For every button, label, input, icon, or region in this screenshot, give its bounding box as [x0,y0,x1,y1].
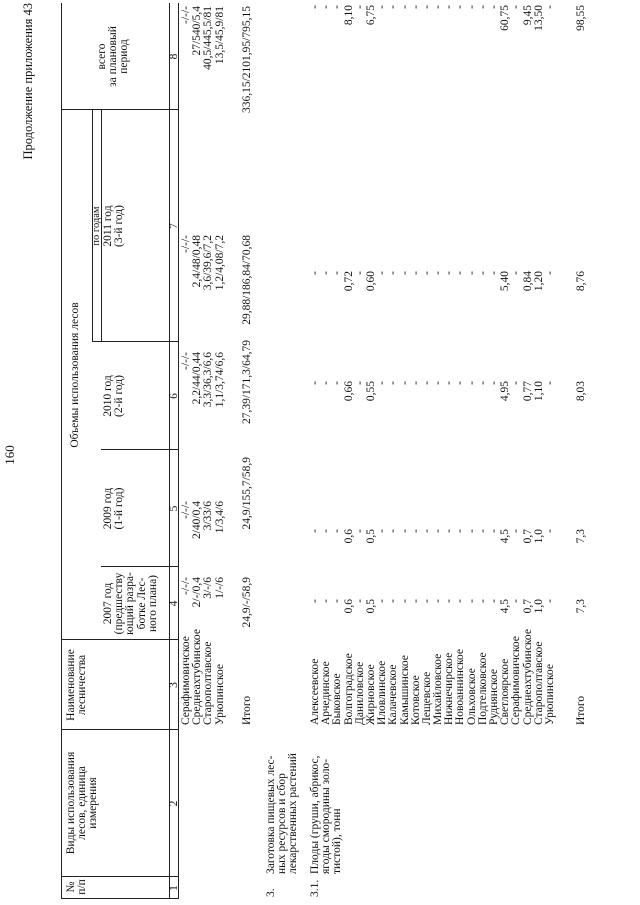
block-b-2009-cell: - [353,529,366,533]
header-total: всего за плановый период [96,26,131,87]
section-31-title: Плоды (груши, абрикос, ягоды смородины золо- тистой), тонн [309,755,344,874]
block-b-2011-cell: - [432,271,445,275]
block-b-forestries-cell: Иловлинское [376,660,389,725]
block-b-forestries-cell: Даниловское [353,661,366,725]
block-b-total-cell: - [543,5,556,9]
block-b-2007-cell: - [376,599,389,603]
col-num-2: 2 [168,800,180,807]
grid-top [61,3,62,899]
block-b-2009-cell: - [543,529,556,533]
block-b-2011-cell: - [409,271,422,275]
block-b-2009-cell: - [376,529,389,533]
block-b-2011-cell: - [465,271,478,275]
block-b-forestries-cell: Волгоградское [342,653,355,725]
block-b-2009-cell: 0,5 [364,529,377,544]
block-b-2010-cell: - [443,381,456,385]
block-a-2007 [181,577,226,639]
header-2010: 2010 год (2-й год) [102,375,126,417]
block-b-itogo-2011: 8,76 [575,271,587,292]
block-b-2009-cell: - [331,529,344,533]
block-b-itogo-2010: 8,03 [575,381,587,402]
block-b-total-cell: - [432,5,445,9]
block-b-2011-cell: 1,20 [532,271,545,292]
block-b-forestries-cell: Жирновское [364,664,377,725]
block-a-2011-cell: 2,4/48/0,48 [191,235,204,288]
block-b-2009-cell: 0,6 [342,529,355,544]
block-b-2011-cell: - [320,271,333,275]
block-a-itogo-2011: 29,88/186,84/70,68 [241,235,253,325]
block-b-total-cell: - [465,5,478,9]
block-b-2010-cell: - [454,381,467,385]
block-b-2009-cell: - [465,529,478,533]
block-b-2007-cell: 0,5 [364,599,377,614]
section-3-number: 3. [265,888,277,897]
block-b-2010-cell: - [376,381,389,385]
block-b-2011-cell: - [443,271,456,275]
block-b-total-cell: - [387,5,400,9]
block-a-forestries-cell: Серафимовичское [180,636,192,725]
block-a-2009-cell: 2/40/0,4 [191,501,204,540]
block-b-2011 [310,271,556,341]
block-a-forestries-cell: Среднеахтубинское [191,629,204,725]
block-b-2011-cell: - [420,271,433,275]
header-col1: № п/п [65,879,89,895]
continuation-note: Продолжение приложения 43 [21,3,35,160]
block-b-forestries-cell: Михайловское [432,653,445,725]
block-b-2007-cell: 1,0 [532,599,545,614]
block-b-2009-cell: - [488,529,500,533]
block-b-2010-cell: 0,77 [521,381,534,402]
grid-left [61,898,178,899]
block-a-2009 [181,501,226,565]
block-a-total-cell: 13,5/45,9/81 [213,6,226,65]
block-b-2007-cell: 0,7 [521,599,534,614]
block-b-2010-cell: - [320,381,333,385]
block-b-2007-cell: - [476,599,489,603]
block-a-2010-cell: 2,2/44/0,44 [191,352,204,405]
block-b-2007 [310,599,556,639]
block-a-2011-cell: 3,6/39,6/7,2 [202,235,215,291]
block-b-2007-cell: - [420,599,433,603]
block-b-2010-cell: - [543,381,556,385]
block-b-itogo-2009: 7,3 [575,529,587,544]
block-a-2010 [181,352,226,449]
header-2009: 2009 год (1-й год) [102,487,126,530]
block-b-total-cell: - [454,5,467,9]
block-b-total-cell: - [476,5,489,9]
block-b-2009-cell: - [320,529,333,533]
block-b-2009-cell: - [387,529,400,533]
block-a-total-cell: 27/540/5,4 [191,6,204,56]
block-b-itogo-total: 98,55 [575,5,587,31]
header-2007: 2007 год (предшеству ющий разра- ботке Лес- ного плана) [102,572,159,635]
block-b-2010-cell: - [353,381,366,385]
block-b-2011-cell: - [331,271,344,275]
block-a-2007-cell: -/-/- [180,577,192,595]
block-b-2009-cell: 1,0 [532,529,545,544]
block-b-2011-cell: - [476,271,489,275]
block-b-forestries-cell: Ольховское [465,668,478,725]
block-b-2007-cell: - [432,599,445,603]
block-b-2011-cell: - [353,271,366,275]
block-a-2010-cell: -/-/- [180,352,192,370]
block-b-2010-cell: - [331,381,344,385]
col-num-3: 3 [168,682,180,688]
block-b-total-cell: - [376,5,389,9]
block-b-total-cell: - [409,5,422,9]
block-b-2007-cell: - [465,599,478,603]
block-a-2011-cell: -/-/- [180,235,192,253]
block-a-2009-cell: 1/3,4/6 [213,501,226,534]
block-b-2011-cell: 5,40 [499,271,512,292]
block-b-total-cell: - [353,5,366,9]
block-a-itogo-2009: 24,9/155,7/58,9 [241,457,253,530]
block-b-2009-cell: - [476,529,489,533]
col-num-7: 7 [168,223,180,229]
col-num-6: 6 [168,393,180,399]
block-b-2010-cell: - [398,381,411,385]
block-b-total-cell: - [420,5,433,9]
block-b-2009-cell: 0,7 [521,529,534,544]
section-31-number: 3.1. [309,879,321,897]
block-b-2011-cell: 0,60 [364,271,377,292]
block-b-2010-cell: 0,55 [364,381,377,402]
block-b-total-cell: - [510,5,523,9]
block-a-forestries-cell: Урюпинское [213,663,226,725]
col-num-4: 4 [168,600,180,607]
block-a-total [181,6,226,109]
block-b-2007-cell: - [353,599,366,603]
block-b-itogo-label: Итого [575,695,587,725]
block-b-2010-cell: - [488,381,500,385]
block-b-2007-cell: - [398,599,411,603]
block-a-2007-cell: 1/-/6 [213,577,226,599]
col-num-1: 1 [168,885,180,891]
block-b-total-cell: 8,10 [342,5,355,26]
block-b-2009-cell: - [454,529,467,533]
block-b-2011-cell: - [309,271,321,275]
block-a-2007-cell: 3/-/6 [202,577,215,599]
block-b-2007-cell: 4,5 [499,599,512,614]
block-b-forestries-cell: Старополтавское [532,641,545,725]
block-b-2010-cell: - [420,381,433,385]
col-num-8: 8 [168,53,180,60]
block-b-forestries-cell: Среднеахтубинское [521,629,534,725]
block-b-2010-cell: 4,95 [499,381,512,402]
block-b-2009-cell: - [420,529,433,533]
block-b-forestries-cell: Светлоярское [499,658,512,725]
block-a-2011-cell: 1,2/4,08/7,2 [213,235,226,291]
col-num-5: 5 [168,505,180,512]
block-b-2011-cell: - [376,271,389,275]
block-b-total-cell: - [443,5,456,9]
block-b-2011-cell: - [510,271,523,275]
block-b-total-cell: - [320,5,333,9]
header-col2: Виды использования лесов, единица измерения [65,751,100,855]
block-b-forestries-cell: Руднянское [488,669,500,725]
block-b-2007-cell: - [510,599,523,603]
block-b-forestries-cell: Лещевское [420,671,433,725]
block-b-2009-cell: - [309,529,321,533]
block-b-2007-cell: - [409,599,422,603]
block-a-2009-cell: -/-/- [180,501,192,519]
block-b-2009-cell: - [443,529,456,533]
block-b-2007-cell: - [543,599,556,603]
block-b-2011-cell: - [543,271,556,275]
block-b-forestries-cell: Алексеевское [309,658,321,725]
block-b-2010-cell: - [465,381,478,385]
block-b-2010-cell: - [309,381,321,385]
block-b-2010-cell: - [510,381,523,385]
header-2011: 2011 год (3-й год) [102,205,126,247]
block-b-2011-cell: 0,72 [342,271,355,292]
block-b-2010-cell: - [409,381,422,385]
block-b-total-cell: - [488,5,500,9]
header-by-years: по годам [91,206,102,246]
block-a-2010-cell: 1,1/3,74/6,6 [213,352,226,408]
header-volumes: Объемы использования лесов [69,302,81,448]
block-b-2009-cell: - [409,529,422,533]
block-a-2009-cell: 3/33/6 [202,501,215,531]
block-b-forestries-cell: Урюпинское [543,663,556,725]
block-b-2009 [310,529,556,565]
block-b-2009-cell: - [432,529,445,533]
block-b-total-cell: 9,45 [521,5,534,26]
block-b-total [310,5,556,109]
section-3-title: Заготовка пищевых лес- ных ресурсов и сбор лекарственных растений [265,753,300,874]
block-b-2007-cell: - [488,599,500,603]
block-b-forestries-cell: Подтелковское [476,652,489,725]
block-a-forestries-cell: Старополтавское [202,641,215,725]
block-b-2011-cell: - [488,271,500,275]
page-number: 160 [2,445,17,465]
block-b-total-cell: - [331,5,344,9]
block-b-2007-cell: - [331,599,344,603]
block-b-2007-cell: - [387,599,400,603]
block-b-forestries-cell: Арчединское [320,661,333,725]
block-b-2010-cell: - [387,381,400,385]
block-b-forestries [309,629,556,725]
block-a-2007-cell: 2/-/0,4 [191,577,204,608]
block-b-forestries-cell: Котовское [409,675,422,725]
block-b-2010 [310,381,556,449]
block-a-forestries [180,629,226,725]
block-b-2010-cell: 0,66 [342,381,355,402]
block-a-itogo-total: 336,15/2101,95/795,15 [241,6,253,114]
block-a-itogo-2007: 24,9/-/58,9 [241,577,253,628]
block-b-2007-cell: - [443,599,456,603]
block-b-forestries-cell: Новоаннинское [454,649,467,725]
block-a-itogo-label: Итого [241,695,253,725]
block-b-2011-cell: - [398,271,411,275]
block-a-total-cell: -/-/- [180,6,192,24]
block-b-total-cell: 13,50 [532,5,545,31]
block-b-2010-cell: - [476,381,489,385]
block-b-2009-cell: - [510,529,523,533]
block-a-2011 [181,235,226,341]
block-b-2010-cell: 1,10 [532,381,545,402]
block-b-forestries-cell: Серафимовичское [510,636,523,725]
block-b-2007-cell: - [454,599,467,603]
block-b-forestries-cell: Камышинское [398,655,411,725]
block-b-forestries-cell: Быковское [331,673,344,725]
block-b-2009-cell: - [398,529,411,533]
block-a-2010-cell: 3,3/36,3/6,6 [202,352,215,408]
block-b-total-cell: 60,75 [499,5,512,31]
block-b-2007-cell: - [320,599,333,603]
block-b-forestries-cell: Калачевское [387,664,400,725]
block-b-itogo-2007: 7,3 [575,599,587,614]
block-b-2007-cell: 0,6 [342,599,355,614]
block-b-total-cell: - [309,5,321,9]
header-col3: Наименование лесничества [65,649,89,721]
block-b-2007-cell: - [309,599,321,603]
block-b-2010-cell: - [432,381,445,385]
block-b-2011-cell: 0,84 [521,271,534,292]
block-b-total-cell: 6,75 [364,5,377,26]
block-b-total-cell: - [398,5,411,9]
block-b-forestries-cell: Нижнечирское [443,652,456,725]
block-b-2009-cell: 4,5 [499,529,512,544]
block-a-total-cell: 40,5/445,5/81 [202,6,215,70]
block-b-2011-cell: - [387,271,400,275]
block-a-itogo-2010: 27,39/171,3/64,79 [241,340,253,425]
block-b-2011-cell: - [454,271,467,275]
